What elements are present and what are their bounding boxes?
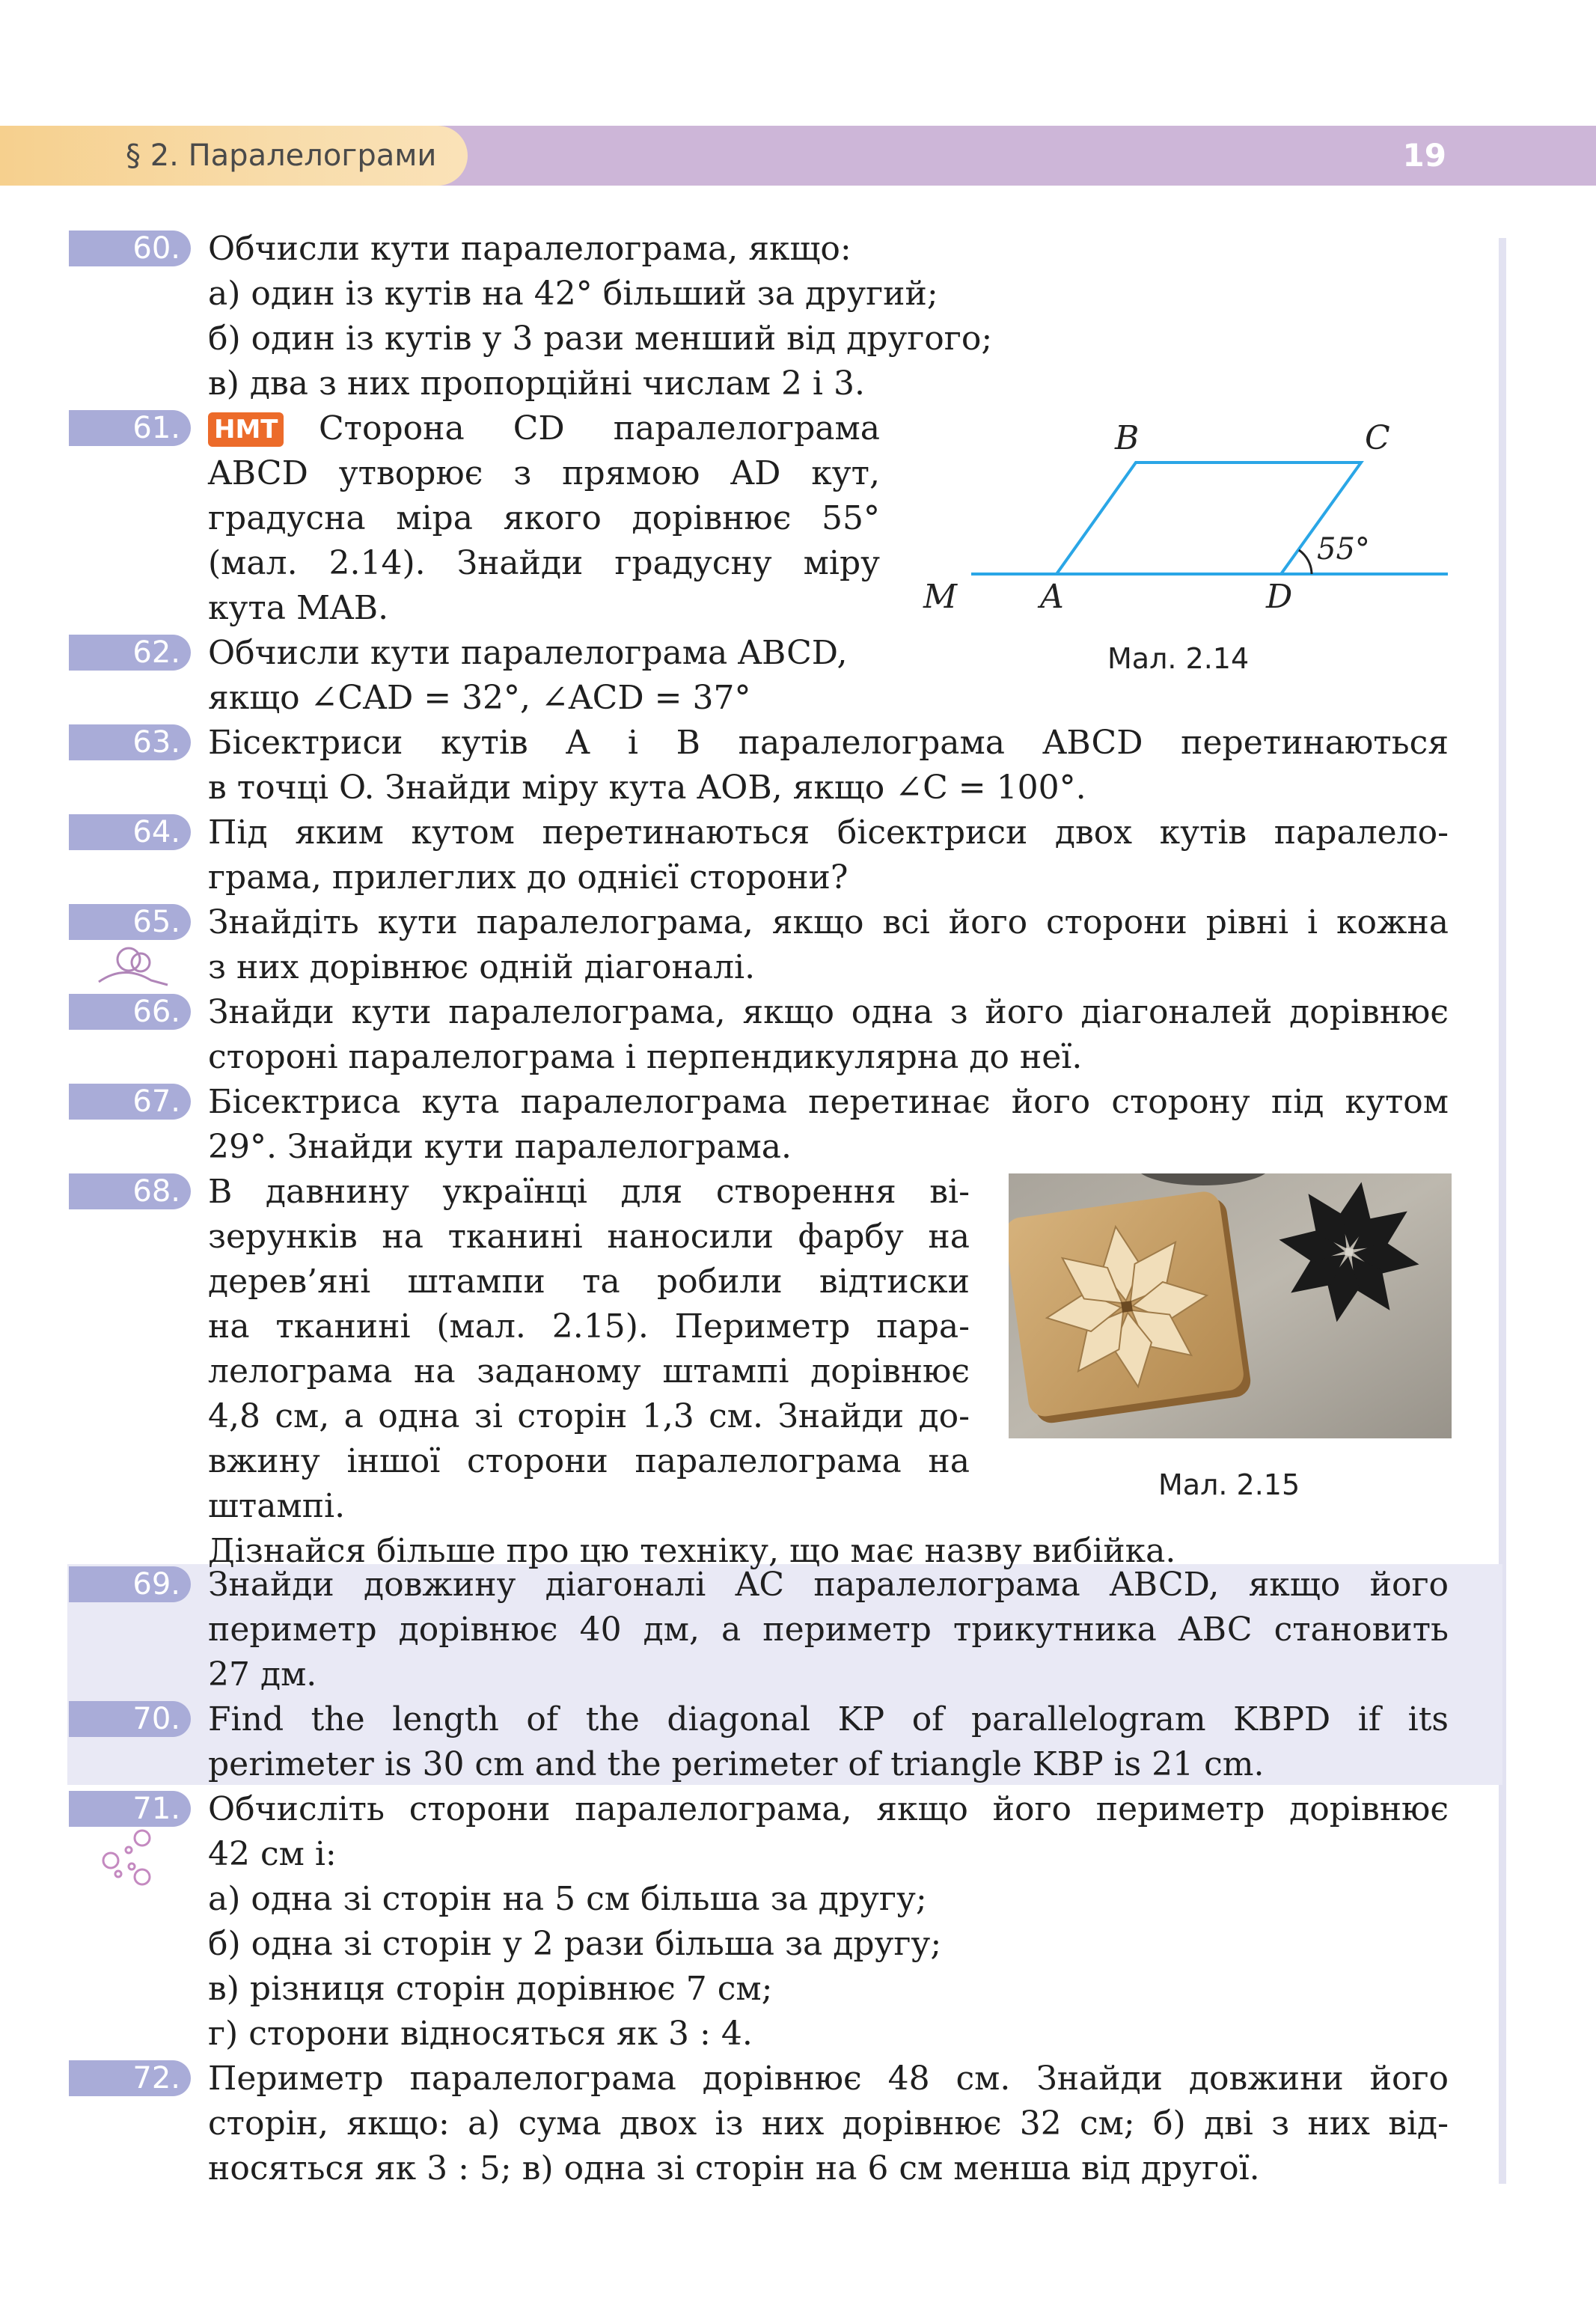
problem-number-62: 62. xyxy=(69,635,191,671)
problem-number-60: 60. xyxy=(69,231,191,266)
label-a: A xyxy=(1040,578,1064,616)
parallelogram-abcd xyxy=(1057,462,1361,574)
problem-68-line: дерев’яні штампи та робили відтиски xyxy=(208,1263,970,1301)
label-m: M xyxy=(923,578,958,616)
section-title: § 2. Паралелограми xyxy=(126,138,437,173)
problem-68-line: вжину іншої сторони паралелограма на xyxy=(208,1442,970,1480)
problem-68-line: Дізнайся більше про цю техніку, що має назву вибійка. xyxy=(208,1532,1176,1570)
problem-61-first-line xyxy=(208,406,880,451)
margin-rule xyxy=(1499,238,1506,2184)
problem-number-61: 61. xyxy=(69,410,191,446)
problem-70-line: Find the length of the diagonal KP of parallelogram KBPD if its xyxy=(208,1700,1449,1738)
problem-number-71: 71. xyxy=(69,1791,191,1827)
problem-69-line: 27 дм. xyxy=(208,1655,317,1694)
problem-71-line: 42 см і: xyxy=(208,1835,337,1873)
problem-61-line: кута MAB. xyxy=(208,589,389,627)
figure-2-14-caption: Мал. 2.14 xyxy=(1107,642,1250,675)
problem-number-64: 64. xyxy=(69,814,191,850)
label-b: B xyxy=(1115,419,1140,457)
problem-61-line: Сторона CD паралелограма xyxy=(319,409,880,448)
problem-69-line: Знайди довжину діагоналі AC паралелограма ABCD, якщо його xyxy=(208,1566,1449,1604)
figure-2-15-caption: Мал. 2.15 xyxy=(1158,1468,1300,1501)
problem-60-line: в) два з них пропорційні числам 2 і 3. xyxy=(208,364,865,403)
problem-61-line: (мал. 2.14). Знайди градусну міру xyxy=(208,544,880,582)
figure-2-14 xyxy=(913,412,1489,629)
problem-61-line: ABCD утворює з прямою AD кут, xyxy=(208,454,880,492)
problem-72-line: сторін, якщо: а) сума двох із них дорівнює 32 см; б) дві з них від- xyxy=(208,2104,1449,2143)
problem-number-70: 70. xyxy=(69,1701,191,1737)
problem-number-69: 69. xyxy=(69,1566,191,1602)
group-work-icon xyxy=(96,1828,162,1892)
problem-60-line: Обчисли кути паралелограма, якщо: xyxy=(208,230,851,268)
problem-71-line: а) одна зі сторін на 5 см більша за другу; xyxy=(208,1880,927,1918)
problem-number-66: 66. xyxy=(69,994,191,1030)
problem-64-line: Під яким кутом перетинаються бісектриси двох кутів паралело- xyxy=(208,813,1449,852)
problem-68-line: зерунків на тканині наносили фарбу на xyxy=(208,1218,970,1256)
problem-66-line: Знайди кути паралелограма, якщо одна з його діагоналей дорівнює xyxy=(208,993,1449,1031)
page-number: 19 xyxy=(1402,137,1446,174)
problem-72-line: носяться як 3 : 5; в) одна зі сторін на 6 см менша від другої. xyxy=(208,2149,1260,2188)
problem-65-line: з них дорівнює одній діагоналі. xyxy=(208,948,756,986)
problem-71-line: г) сторони відносяться як 3 : 4. xyxy=(208,2015,753,2053)
problem-62-line: якщо ∠CAD = 32°, ∠ACD = 37° xyxy=(208,679,751,717)
figure-2-15-photo xyxy=(1009,1173,1452,1438)
label-c: C xyxy=(1365,419,1390,457)
problem-number-72: 72. xyxy=(69,2060,191,2096)
problem-68-line: 4,8 см, а одна зі сторін 1,3 см. Знайди до- xyxy=(208,1397,970,1435)
problem-64-line: грама, прилеглих до однієї сторони? xyxy=(208,858,849,897)
discussion-icon xyxy=(94,944,172,988)
problem-67-line: 29°. Знайди кути паралелограма. xyxy=(208,1128,792,1166)
problem-number-65: 65. xyxy=(69,904,191,940)
problem-68-line: штампі. xyxy=(208,1487,346,1525)
problem-61-line: градусна міра якого дорівнює 55° xyxy=(208,499,880,537)
problem-70-line: perimeter is 30 cm and the perimeter of triangle KBP is 21 cm. xyxy=(208,1745,1265,1783)
nmt-badge: НМТ xyxy=(208,412,284,447)
problem-68-line: лелограма на заданому штампі дорівнює xyxy=(208,1352,970,1390)
angle-arc xyxy=(1299,550,1312,574)
problem-68-line: В давнину українці для створення ві- xyxy=(208,1173,970,1211)
problem-number-63: 63. xyxy=(69,724,191,760)
problem-number-68: 68. xyxy=(69,1173,191,1209)
problem-67-line: Бісектриса кута паралелограма перетинає його сторону під кутом xyxy=(208,1083,1449,1121)
label-d: D xyxy=(1266,578,1293,616)
problem-68-line: на тканині (мал. 2.15). Периметр пара- xyxy=(208,1307,970,1346)
problem-63-line: в точці O. Знайди міру кута AOB, якщо ∠C = 100°. xyxy=(208,769,1086,807)
angle-label: 55° xyxy=(1317,532,1370,567)
problem-71-line: Обчисліть сторони паралелограма, якщо його периметр дорівнює xyxy=(208,1790,1449,1828)
problem-71-line: б) одна зі сторін у 2 рази більша за другу; xyxy=(208,1925,942,1963)
problem-60-line: а) один із кутів на 42° більший за другий; xyxy=(208,275,938,313)
problem-69-line: периметр дорівнює 40 дм, а периметр трикутника ABC становить xyxy=(208,1611,1449,1649)
problem-72-line: Периметр паралелограма дорівнює 48 см. Знайди довжини його xyxy=(208,2060,1449,2098)
problem-66-line: стороні паралелограма і перпендикулярна до неї. xyxy=(208,1038,1083,1076)
problem-71-line: в) різниця сторін дорівнює 7 см; xyxy=(208,1970,773,2008)
problem-60-line: б) один із кутів у 3 рази менший від другого; xyxy=(208,320,993,358)
problem-65-line: Знайдіть кути паралелограма, якщо всі його сторони рівні і кожна xyxy=(208,903,1449,941)
problem-number-67: 67. xyxy=(69,1084,191,1120)
problem-62-line: Обчисли кути паралелограма ABCD, xyxy=(208,634,848,672)
problem-63-line: Бісектриси кутів A і B паралелограма ABCD перетинаються xyxy=(208,724,1449,762)
